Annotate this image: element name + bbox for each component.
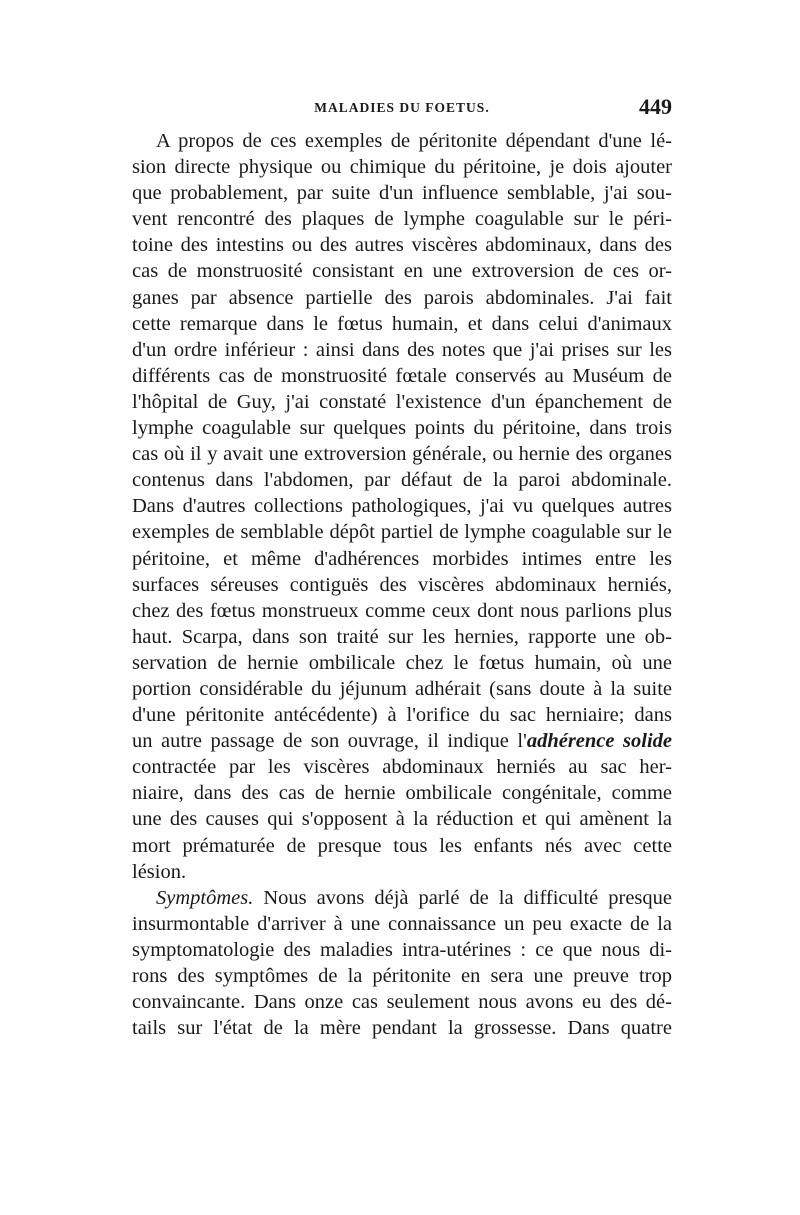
text-line: lymphe coagulable sur quelques points du péritoine, dans trois bbox=[132, 417, 672, 440]
text-line: toine des intestins ou des autres viscères abdominaux, dans des bbox=[132, 234, 672, 257]
text-line: contenus dans l'abdomen, par défaut de la paroi abdominale. bbox=[132, 469, 672, 492]
text-line: niaire, dans des cas de hernie ombilicale congénitale, comme bbox=[132, 782, 672, 805]
text-line-last: lésion. bbox=[132, 860, 187, 883]
running-title: MALADIES DU FOETUS. bbox=[314, 100, 490, 115]
text-line: portion considérable du jéjunum adhérait (sans doute à la suite bbox=[132, 677, 672, 700]
text-line: d'une péritonite antécédente) à l'orifice du sac herniaire; dans bbox=[132, 704, 672, 727]
text-line: cas de monstruosité consistant en une extroversion de ces or- bbox=[132, 260, 672, 283]
text-line: vent rencontré des plaques de lymphe coagulable sur le péri- bbox=[132, 208, 672, 231]
text-line: A propos de ces exemples de péritonite dépendant d'une lé- bbox=[156, 130, 672, 152]
text-segment: Nous avons déjà parlé de la difficulté presque bbox=[253, 886, 672, 909]
text-line-emphasis bbox=[132, 728, 672, 754]
text-line: convaincante. Dans onze cas seulement nous avons eu des dé- bbox=[132, 991, 672, 1014]
text-line: insurmontable d'arriver à une connaissance un peu exacte de la bbox=[132, 912, 672, 935]
body-text bbox=[132, 128, 672, 1041]
text-segment: un autre passage de son ouvrage, il indique l' bbox=[132, 730, 527, 753]
text-line: symptomatologie des maladies intra-utérines : ce que nous di- bbox=[132, 938, 672, 961]
running-head bbox=[132, 94, 672, 122]
text-line: rons des symptômes de la péritonite en sera une preuve trop bbox=[132, 965, 672, 987]
text-line: surfaces séreuses contiguës des viscères abdominaux herniés, bbox=[132, 573, 672, 596]
text-line: Dans d'autres collections pathologiques, j'ai vu quelques autres bbox=[132, 495, 672, 518]
text-line: haut. Scarpa, dans son traité sur les hernies, rapporte une ob- bbox=[132, 625, 672, 648]
text-line: sion directe physique ou chimique du péritoine, je dois ajouter bbox=[132, 156, 672, 179]
text-line: ganes par absence partielle des parois abdominales. J'ai fait bbox=[132, 286, 672, 309]
text-line: exemples de semblable dépôt partiel de lymphe coagulable sur le bbox=[132, 521, 672, 544]
text-line: péritoine, et même d'adhérences morbides intimes entre les bbox=[132, 547, 672, 570]
text-line: que probablement, par suite d'un influence semblable, j'ai sou- bbox=[132, 182, 672, 205]
text-line: cette remarque dans le fœtus humain, et dans celui d'animaux bbox=[132, 312, 672, 335]
text-line: l'hôpital de Guy, j'ai constaté l'existence d'un épanchement de bbox=[132, 390, 672, 413]
text-line: cas où il y avait une extroversion générale, ou hernie des organes bbox=[132, 443, 672, 466]
emphasized-term: adhérence solide bbox=[526, 730, 672, 753]
text-line: une des causes qui s'opposent à la réduction et qui amènent la bbox=[132, 808, 672, 831]
section-label: Symptômes. bbox=[156, 886, 254, 909]
text-line: différents cas de monstruosité fœtale conservés au Muséum de bbox=[132, 364, 672, 387]
text-line: tails sur l'état de la mère pendant la grossesse. Dans quatre bbox=[132, 1017, 672, 1040]
text-line: servation de hernie ombilicale chez le fœtus humain, où une bbox=[132, 651, 672, 674]
section-start-line bbox=[132, 885, 672, 911]
text-line: d'un ordre inférieur : ainsi dans des notes que j'ai prises sur les bbox=[132, 338, 672, 361]
text-line: chez des fœtus monstrueux comme ceux dont nous parlions plus bbox=[132, 599, 672, 622]
text-line: contractée par les viscères abdominaux herniés au sac her- bbox=[132, 756, 672, 779]
page-number: 449 bbox=[639, 94, 672, 119]
text-line: mort prématurée de presque tous les enfants nés avec cette bbox=[132, 834, 672, 857]
